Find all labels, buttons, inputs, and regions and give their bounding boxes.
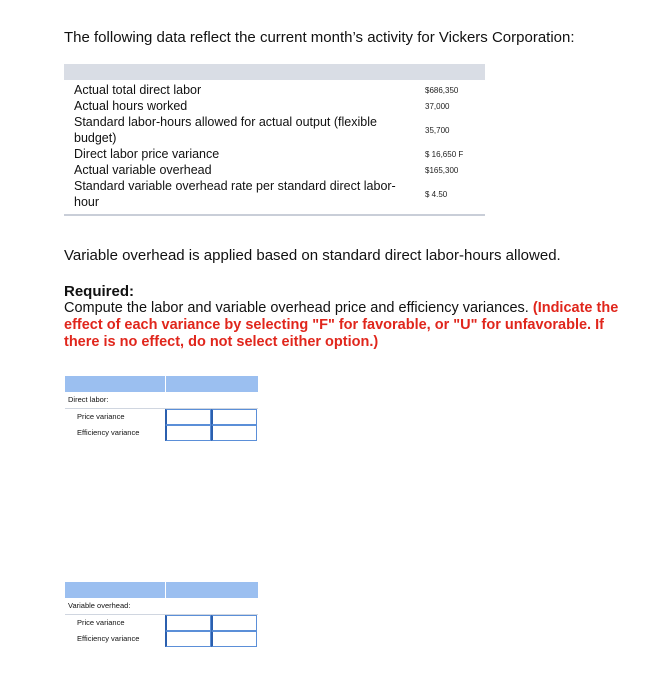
data-row: [64, 162, 485, 178]
data-row-value: $165,300: [425, 165, 459, 175]
overhead-price-amount-input[interactable]: [165, 615, 211, 631]
data-row: [64, 178, 485, 210]
labor-efficiency-amount-input[interactable]: [165, 425, 211, 441]
data-row-label: Standard labor-hours allowed for actual output (flexible budget): [74, 115, 377, 145]
data-table-bottom-rule: [64, 214, 485, 216]
labor-heading: Direct labor:: [68, 395, 109, 404]
labor-price-row: [65, 409, 258, 425]
data-row-value: $ 4.50: [425, 189, 448, 199]
data-row-label: Direct labor price variance: [74, 147, 220, 161]
overhead-table-header: [65, 582, 258, 598]
data-row-label: Actual total direct labor: [74, 83, 202, 97]
data-row: [64, 82, 485, 98]
data-row-value: $ 16,650 F: [425, 149, 464, 159]
overhead-heading: Variable overhead:: [68, 601, 131, 610]
overhead-heading-row: [65, 598, 258, 615]
data-table-header: [64, 64, 485, 80]
data-row-label: Actual hours worked: [74, 99, 188, 113]
data-table: [64, 64, 485, 216]
labor-price-amount-input[interactable]: [165, 409, 211, 425]
overhead-efficiency-label: Efficiency variance: [77, 634, 140, 643]
data-row: [64, 98, 485, 114]
required-instruction: (Indicate the effect of each variance by selecting "F" for favorable, or "U" for unfavorable. If there is no effect, do not select either option.): [64, 300, 619, 350]
data-row-label: Actual variable overhead: [74, 163, 212, 177]
data-row-value: 37,000: [425, 101, 450, 111]
required-task: Compute the labor and variable overhead price and efficiency variances.: [64, 300, 529, 316]
labor-efficiency-label: Efficiency variance: [77, 428, 140, 437]
overhead-price-label: Price variance: [77, 618, 125, 627]
overhead-efficiency-row: [65, 631, 258, 647]
labor-price-label: Price variance: [77, 412, 125, 421]
required-text: [64, 300, 634, 351]
labor-efficiency-effect-select[interactable]: [211, 425, 257, 441]
data-row: [64, 146, 485, 162]
overhead-note: Variable overhead is applied based on standard direct labor-hours allowed.: [64, 247, 561, 264]
overhead-efficiency-amount-input[interactable]: [165, 631, 211, 647]
data-row-label: Standard variable overhead rate per standard direct labor-hour: [74, 179, 396, 209]
overhead-efficiency-effect-select[interactable]: [211, 631, 257, 647]
labor-table-header: [65, 376, 258, 392]
overhead-price-row: [65, 615, 258, 631]
labor-price-effect-select[interactable]: [211, 409, 257, 425]
problem-title: The following data reflect the current month’s activity for Vickers Corporation:: [64, 29, 575, 46]
overhead-answer-table: [65, 582, 258, 647]
data-row-value: 35,700: [425, 125, 450, 135]
required-heading: Required:: [64, 283, 135, 300]
labor-efficiency-row: [65, 425, 258, 441]
overhead-price-effect-select[interactable]: [211, 615, 257, 631]
labor-answer-table: [65, 376, 258, 441]
data-row-value: $686,350: [425, 85, 459, 95]
labor-heading-row: [65, 392, 258, 409]
data-row: [64, 114, 485, 146]
